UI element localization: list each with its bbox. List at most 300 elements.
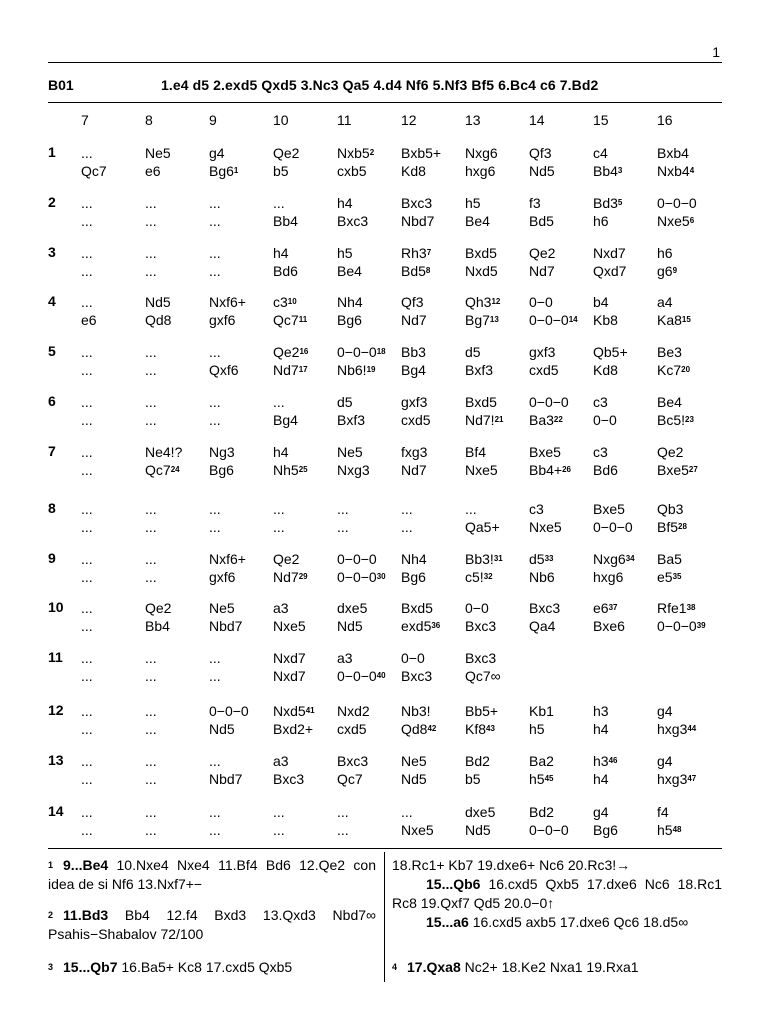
move-black: $Qc7^{11}$ (273, 312, 308, 328)
footnote-ref: 39 (696, 621, 706, 630)
move-white: ... (337, 804, 349, 820)
move-white: ... (273, 195, 285, 211)
move-black: $h5^{48}$ (657, 822, 682, 838)
move-white: gxf3 (529, 344, 556, 360)
move-black: Bc5!$^{23}$ (657, 412, 694, 428)
footnote-ref: 4 (689, 166, 695, 175)
footnote-number: 1 (48, 860, 54, 870)
move-white: Nh4 (337, 294, 363, 310)
move-white: 0−0 (401, 650, 425, 666)
move-black: ... (337, 519, 349, 535)
footnote-ref: 14 (568, 315, 578, 324)
footnote-ref: 31 (493, 554, 503, 563)
move-white: Nxf6+ (209, 294, 246, 310)
move-black: ... (81, 362, 93, 378)
footnote-ref: 44 (687, 724, 697, 733)
move-white: a3 (273, 600, 289, 616)
move-white: h6 (657, 245, 673, 261)
move-black: Bg6 (401, 569, 426, 585)
move-white: ... (81, 804, 93, 820)
footnote-key-move: 17.Qxa8 (407, 959, 461, 975)
move-white: Ng3 (209, 444, 235, 460)
move-black: Nxd7 (273, 668, 306, 684)
move-black: Bg6 (337, 312, 362, 328)
move-black: Bxc3 (337, 213, 369, 229)
move-black: ... (81, 569, 93, 585)
move-white: Bxc3 (465, 650, 497, 666)
move-black: $Ka8^{15}$ (657, 312, 691, 328)
row-number: 2 (48, 194, 56, 210)
move-white: Qf3 (529, 145, 552, 161)
move-black: ... (273, 519, 285, 535)
move-black: ... (209, 263, 221, 279)
move-black: Kb8 (593, 312, 618, 328)
move-white: $h3^{46}$ (593, 753, 618, 769)
move-white: h4 (273, 444, 289, 460)
move-white: Bxc3 (401, 195, 433, 211)
move-white: ... (81, 753, 93, 769)
move-white: $Nxd5^{41}$ (273, 703, 315, 719)
footnote-ref: 12 (491, 297, 501, 306)
move-black: Nxe5 (465, 462, 498, 478)
footnote-text: 16.cxd5 Qxb5 17.dxe6 Nc6 18.Rc1 Rc8 19.Qxf7 Qd5 20.0−0↑ (392, 876, 722, 911)
footnote-rule (48, 848, 722, 849)
move-black: Nxe5 (273, 618, 306, 634)
move-white: ... (145, 344, 157, 360)
move-white: Nd5 (145, 294, 171, 310)
move-white: ... (81, 501, 93, 517)
move-white: ... (81, 344, 93, 360)
move-white: Bxb4 (657, 145, 689, 161)
move-white: ... (209, 195, 221, 211)
move-black: $0-0-0^{30}$ (337, 569, 386, 585)
move-black: $Kc7^{20}$ (657, 362, 691, 378)
footnote-ref: 30 (376, 572, 386, 581)
move-black: gxf6 (209, 312, 236, 328)
move-white: $Bd3^5$ (593, 195, 623, 211)
row-number: 3 (48, 244, 56, 260)
move-black: ... (81, 668, 93, 684)
move-black: Bg6 (593, 822, 618, 838)
move-black: cxd5 (529, 362, 559, 378)
row-number: 5 (48, 343, 56, 359)
move-white: ... (273, 501, 285, 517)
move-white: ... (81, 551, 93, 567)
move-white: Bd2 (529, 804, 554, 820)
move-black: ... (81, 213, 93, 229)
move-black: ... (209, 668, 221, 684)
footnote-number: 4 (392, 962, 398, 972)
move-white: g4 (593, 804, 609, 820)
move-white: Nxd7 (273, 650, 306, 666)
move-white: 0−0−0 (209, 703, 249, 719)
move-black: Bxc3 (273, 771, 305, 787)
footnote-key-move: 9...Be4 (63, 857, 109, 873)
move-white: Bxe5 (593, 501, 625, 517)
move-black: $Bd5^8$ (401, 263, 431, 279)
footnote-ref: 33 (544, 554, 554, 563)
move-black: Qd8 (145, 312, 172, 328)
move-black: $0-0-0^{40}$ (337, 668, 386, 684)
move-black: $Bb4^3$ (593, 163, 623, 179)
footnote-4 (392, 958, 722, 977)
move-white: Nxd2 (337, 703, 370, 719)
footnote-3-continued (392, 856, 722, 875)
footnote-ref: 41 (305, 706, 315, 715)
move-white: Nxd7 (593, 245, 626, 261)
move-white: ... (81, 703, 93, 719)
move-black: hxg6 (593, 569, 624, 585)
footnote-text: 10.Nxe4 Nxe4 11.Bf4 Bd6 12.Qe2 con idea de si Nf6 13.Nxf7+− (48, 857, 376, 892)
move-white: ... (209, 394, 221, 410)
column-header: 11 (337, 112, 352, 128)
move-black: ... (81, 618, 93, 634)
move-white: Qf3 (401, 294, 424, 310)
move-black: h4 (593, 771, 609, 787)
move-white: Ba2 (529, 753, 554, 769)
move-black: $Kf8^{43}$ (465, 721, 495, 737)
move-white: g4 (209, 145, 225, 161)
row-number: 8 (48, 500, 56, 516)
move-black: Bxc3 (401, 668, 433, 684)
footnote-ref: 45 (544, 774, 554, 783)
move-white: ... (81, 145, 93, 161)
footnote-ref: 26 (562, 465, 571, 474)
move-black: h5 (529, 721, 545, 737)
move-black: Bxe6 (593, 618, 625, 634)
move-black: Nbd7 (209, 618, 243, 634)
move-white: ... (337, 501, 349, 517)
footnote-ref: 36 (431, 621, 441, 630)
footnote-ref: 1 (233, 166, 239, 175)
move-black: ... (145, 412, 157, 428)
move-white: h3 (593, 703, 609, 719)
column-header: 16 (657, 112, 673, 128)
move-white: ... (401, 804, 413, 820)
move-black: $Nd7^{17}$ (273, 362, 308, 378)
footnote-ref: 16 (299, 347, 309, 356)
move-white: ... (273, 394, 285, 410)
move-white: $Rh3^7$ (401, 245, 432, 261)
move-black: Qc7∞ (465, 668, 501, 684)
move-black: ... (401, 519, 413, 535)
move-white: Qe2 (657, 444, 684, 460)
footnote-ref: 34 (625, 554, 635, 563)
move-black: c5!$^{32}$ (465, 569, 493, 585)
row-number: 4 (48, 293, 56, 309)
column-header: 14 (529, 112, 545, 128)
move-white: $d5^{33}$ (529, 551, 554, 567)
move-black: $exd5^{36}$ (401, 618, 441, 634)
move-white: ... (145, 394, 157, 410)
move-black: ... (81, 771, 93, 787)
move-white: Bb5+ (465, 703, 499, 719)
move-white: Qb5+ (593, 344, 628, 360)
move-black: $hxg3^{44}$ (657, 721, 697, 737)
move-black: Bd5 (529, 213, 554, 229)
move-black: ... (145, 519, 157, 535)
footnote-ref: 23 (685, 415, 694, 424)
move-black: Nb6 (529, 569, 555, 585)
move-white: ... (209, 804, 221, 820)
move-black: Kd8 (401, 163, 426, 179)
move-black: Bd6 (273, 263, 298, 279)
move-white: Bxe5 (529, 444, 561, 460)
move-white: Bb3 (401, 344, 426, 360)
move-white: $Nxb5^2$ (337, 145, 375, 161)
footnote-ref: 11 (298, 315, 308, 324)
column-header: 10 (273, 112, 289, 128)
move-black: $Bxe5^{27}$ (657, 462, 698, 478)
move-black: $hxg3^{47}$ (657, 771, 697, 787)
row-number: 6 (48, 393, 56, 409)
move-white: ... (145, 551, 157, 567)
move-black: Nd5 (529, 163, 555, 179)
move-black: ... (145, 569, 157, 585)
move-black: ... (145, 263, 157, 279)
move-white: d5 (337, 394, 353, 410)
move-white: dxe5 (337, 600, 368, 616)
move-white: Bxd5 (401, 600, 433, 616)
move-black: ... (81, 412, 93, 428)
footnote-ref: 37 (608, 603, 618, 612)
move-white: Bxc3 (337, 753, 369, 769)
move-black: Bxd2+ (273, 721, 314, 737)
footnote-divider (384, 852, 385, 982)
footnote-ref: 7 (426, 248, 432, 257)
move-black: Qxf6 (209, 362, 239, 378)
move-white: a4 (657, 294, 673, 310)
move-black: ... (81, 519, 93, 535)
footnote-text: Bb4 12.f4 Bxd3 13.Qxd3 Nbd7∞ Psahis−Shabalov 72/100 (48, 907, 376, 942)
move-white: ... (81, 245, 93, 261)
move-black: cxd5 (401, 412, 431, 428)
move-white: Ne5 (401, 753, 427, 769)
move-black: hxg6 (465, 163, 496, 179)
move-black: $Nxb4^4$ (657, 163, 695, 179)
footnote-ref: 3 (617, 166, 623, 175)
move-white: ... (465, 501, 477, 517)
move-black: ... (81, 263, 93, 279)
move-white: gxf3 (401, 394, 428, 410)
move-black: Nd7 (529, 263, 555, 279)
move-black: ... (81, 822, 93, 838)
footnote-key-move: 11.Bd3 (63, 907, 109, 923)
footnote-ref: 19 (366, 365, 376, 374)
move-black: $Ba3^{22}$ (529, 412, 563, 428)
move-white: $0-0-0^{18}$ (337, 344, 386, 360)
column-header: 8 (145, 112, 153, 128)
column-header: 7 (81, 112, 89, 128)
footnote-ref: 35 (672, 572, 682, 581)
footnote-ref: 10 (287, 297, 297, 306)
move-black: $Bf5^{28}$ (657, 519, 687, 535)
move-white: Bf4 (465, 444, 487, 460)
move-white: ... (273, 804, 285, 820)
move-white: Qe2 (529, 245, 556, 261)
move-black: Bxf3 (337, 412, 366, 428)
move-black: Nxe5 (401, 822, 434, 838)
move-white: ... (145, 753, 157, 769)
footnote-ref: 17 (298, 365, 308, 374)
move-white: ... (81, 294, 93, 310)
footnote-2 (48, 906, 376, 944)
move-white: b4 (593, 294, 609, 310)
move-black: Bxc3 (465, 618, 497, 634)
move-white: fxg3 (401, 444, 428, 460)
move-black: $Qd8^{42}$ (401, 721, 437, 737)
move-black: $g6^9$ (657, 263, 678, 279)
move-black: gxf6 (209, 569, 236, 585)
move-black: Nd5 (337, 618, 363, 634)
move-white: 0−0−0 (337, 551, 377, 567)
move-white: Bxb5+ (401, 145, 442, 161)
footnote-text: 16.Ba5+ Kc8 17.cxd5 Qxb5 (117, 959, 293, 975)
move-black: Be4 (465, 213, 490, 229)
move-black: Nxg3 (337, 462, 370, 478)
move-black: ... (145, 771, 157, 787)
footnote-text: Nc2+ 18.Ke2 Nxa1 19.Rxa1 (460, 959, 639, 975)
column-header: 13 (465, 112, 481, 128)
move-black: Bb4 (145, 618, 170, 634)
move-black: Qa5+ (465, 519, 500, 535)
footnote-ref: 27 (688, 465, 698, 474)
move-white: 0−0−0 (529, 394, 569, 410)
move-black: Nxe5 (529, 519, 562, 535)
move-black: ... (145, 822, 157, 838)
move-black: Bb4+$^{26}$ (529, 462, 571, 478)
column-header: 15 (593, 112, 609, 128)
move-white: ... (209, 245, 221, 261)
move-black: 0−0−0 (593, 519, 633, 535)
footnote-number: 3 (48, 962, 54, 972)
move-black: $0-0-0^{14}$ (529, 312, 578, 328)
footnote-key-move: 15...Qb7 (63, 959, 118, 975)
move-black: ... (145, 721, 157, 737)
move-white: Qe2 (145, 600, 172, 616)
move-black: Nd7 (401, 462, 427, 478)
move-black: $Nxe5^6$ (657, 213, 695, 229)
move-white: ... (81, 195, 93, 211)
footnote-ref: 25 (298, 465, 308, 474)
move-black: Bxf3 (465, 362, 494, 378)
move-white: Ne5 (337, 444, 363, 460)
move-white: ... (209, 501, 221, 517)
row-number: 11 (48, 649, 63, 665)
move-white: g4 (657, 703, 673, 719)
footnote-ref: 47 (687, 774, 697, 783)
move-white: c3 (593, 444, 608, 460)
move-white: c4 (593, 145, 608, 161)
move-black: Nd7 (401, 312, 427, 328)
footnote-key-move: 15...a6 (426, 914, 469, 930)
move-white: Bb3!$^{31}$ (465, 551, 503, 567)
move-white: f4 (657, 804, 669, 820)
move-white: a3 (273, 753, 289, 769)
move-white: $Qh3^{12}$ (465, 294, 501, 310)
move-black: Nd7!$^{21}$ (465, 412, 504, 428)
move-black: ... (145, 213, 157, 229)
footnote-ref: 48 (672, 825, 682, 834)
move-black: $Nh5^{25}$ (273, 462, 308, 478)
move-black: Qc7 (81, 163, 107, 179)
move-white: c3 (593, 394, 608, 410)
row-number: 14 (48, 803, 64, 819)
move-white: $e6^{37}$ (593, 600, 618, 616)
move-white: $c3^{10}$ (273, 294, 297, 310)
move-black: ... (337, 822, 349, 838)
move-black: ... (209, 412, 221, 428)
move-white: Be3 (657, 344, 682, 360)
footnote-3 (48, 958, 376, 977)
move-black: cxb5 (337, 163, 367, 179)
move-white: ... (81, 394, 93, 410)
move-black: $h5^{45}$ (529, 771, 554, 787)
row-number: 9 (48, 550, 56, 566)
move-white: ... (145, 804, 157, 820)
footnote-ref: 46 (608, 756, 618, 765)
move-black: Bg4 (401, 362, 426, 378)
move-white: 0−0−0 (657, 195, 697, 211)
move-white: h5 (337, 245, 353, 261)
move-white: Nxf6+ (209, 551, 246, 567)
move-black: Qa4 (529, 618, 556, 634)
header-rule (48, 102, 722, 103)
move-black: $Bg6^1$ (209, 163, 239, 179)
footnote-1 (48, 856, 376, 894)
move-black: $Nd7^{29}$ (273, 569, 308, 585)
move-black: Nd5 (401, 771, 427, 787)
move-black: Nxd5 (465, 263, 498, 279)
move-white: ... (401, 501, 413, 517)
move-black: ... (81, 462, 93, 478)
move-black: $Qc7^{24}$ (145, 462, 180, 478)
footnote-text: 16.cxd5 axb5 17.dxe6 Qc6 18.d5∞ (468, 914, 689, 930)
top-rule (48, 62, 722, 63)
move-white: Nxg6 (465, 145, 498, 161)
move-black: $e5^{35}$ (657, 569, 682, 585)
move-white: Bd2 (465, 753, 490, 769)
footnote-ref: 2 (369, 148, 375, 157)
move-black: Qc7 (337, 771, 363, 787)
footnote-ref: 40 (376, 671, 386, 680)
move-black: 0−0−0 (529, 822, 569, 838)
move-black: Bg6 (209, 462, 234, 478)
footnote-key-move: 15...Qb6 (426, 876, 481, 892)
opening-code: B01 (48, 77, 74, 93)
move-black: e6 (145, 163, 161, 179)
move-white: ... (81, 600, 93, 616)
move-white: Bxd5 (465, 245, 497, 261)
move-white: d5 (465, 344, 481, 360)
move-black: Qxd7 (593, 263, 627, 279)
footnote-ref: 9 (672, 266, 678, 275)
footnote-ref: 21 (494, 415, 504, 424)
move-white: Nb3! (401, 703, 431, 719)
move-white: 0−0 (529, 294, 553, 310)
move-white: $Rfe1^{38}$ (657, 600, 696, 616)
move-white: c3 (529, 501, 544, 517)
move-black: Nbd7 (209, 771, 243, 787)
move-white: Ba5 (657, 551, 682, 567)
move-black: e6 (81, 312, 97, 328)
move-white: ... (145, 703, 157, 719)
footnote-ref: 29 (298, 572, 308, 581)
footnote-ref: 6 (689, 216, 695, 225)
move-black: ... (273, 822, 285, 838)
move-white: h4 (273, 245, 289, 261)
footnote-text: 18.Rc1+ Kb7 19.dxe6+ Nc6 20.Rc3!→ (392, 857, 631, 873)
